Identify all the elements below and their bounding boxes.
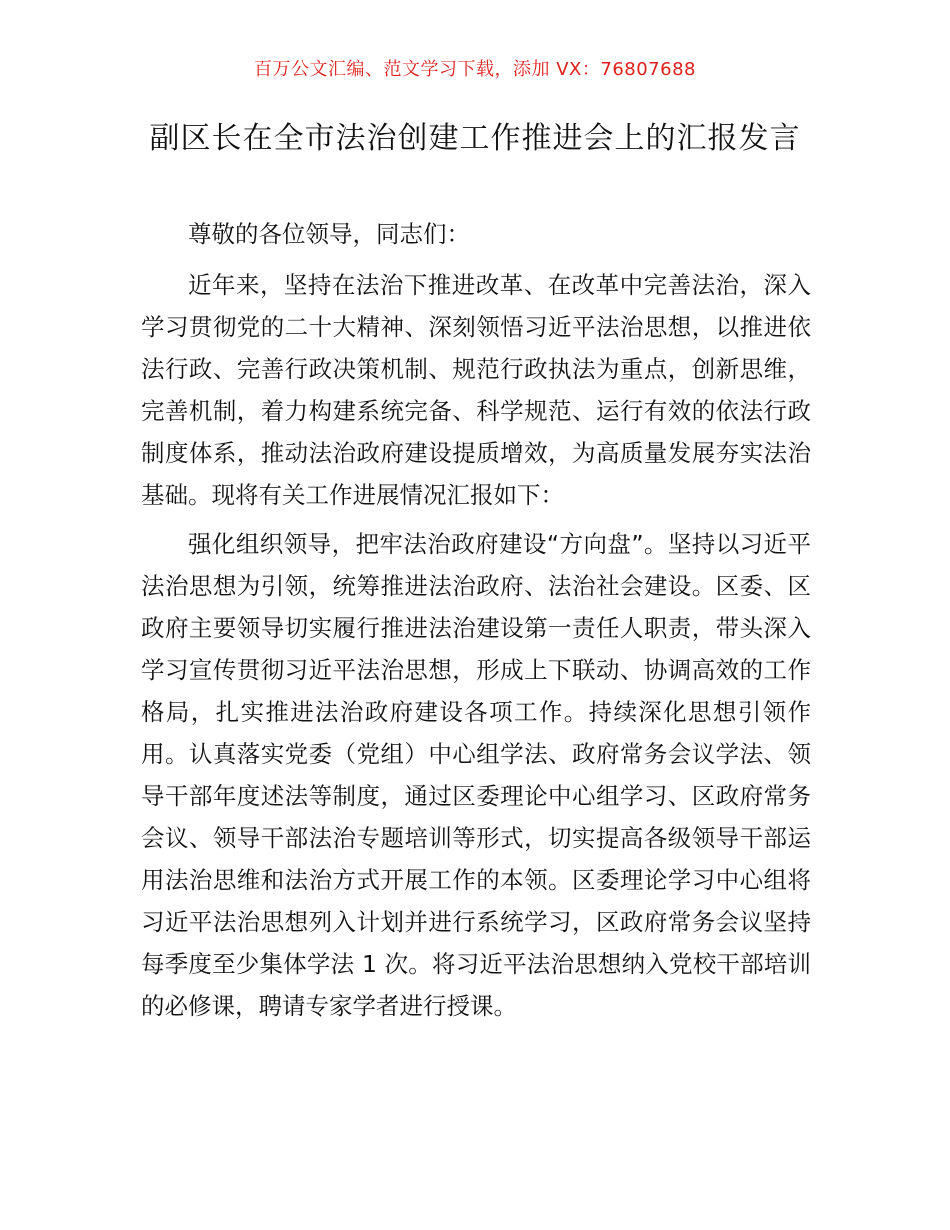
salutation: 尊敬的各位领导，同志们：	[188, 220, 470, 248]
document-body	[141, 213, 811, 1034]
header-promo-note: 百万公文汇编、范文学习下载，添加 VX：76807688	[254, 59, 696, 80]
page-title: 副区长在全市法治创建工作推进会上的汇报发言	[149, 121, 801, 156]
paragraph-intro: 近年来，坚持在法治下推进改革、在改革中完善法治，深入学习贯彻党的二十大精神、深刻领悟习近平法治思想，以推进依法行政、完善行政决策机制、规范行政执法为重点，创新思维，完善机制，着力构建系统完备、科学规范、运行有效的依法行政制度体系，推动法治政府建设提质增效，为高质量发展夯实法治基础。现将有关工作进展情况汇报如下：	[141, 271, 811, 509]
paragraph-organization-leadership: 强化组织领导，把牢法治政府建设“方向盘”。坚持以习近平法治思想为引领，统筹推进法治政府、法治社会建设。区委、区政府主要领导切实履行推进法治建设第一责任人职责，带头深入学习宣传贯彻习近平法治思想，形成上下联动、协调高效的工作格局，扎实推进法治政府建设各项工作。持续深化思想引领作用。认真落实党委（党组）中心组学法、政府常务会议学法、领导干部年度述法等制度，通过区委理论中心组学习、区政府常务会议、领导干部法治专题培训等形式，切实提高各级领导干部运用法治思维和法治方式开展工作的本领。区委理论学习中心组将习近平法治思想列入计划并进行系统学习，区政府常务会议坚持每季度至少集体学法 1 次。将习近平法治思想纳入党校干部培训的必修课，聘请专家学者进行授课。	[141, 530, 811, 1020]
